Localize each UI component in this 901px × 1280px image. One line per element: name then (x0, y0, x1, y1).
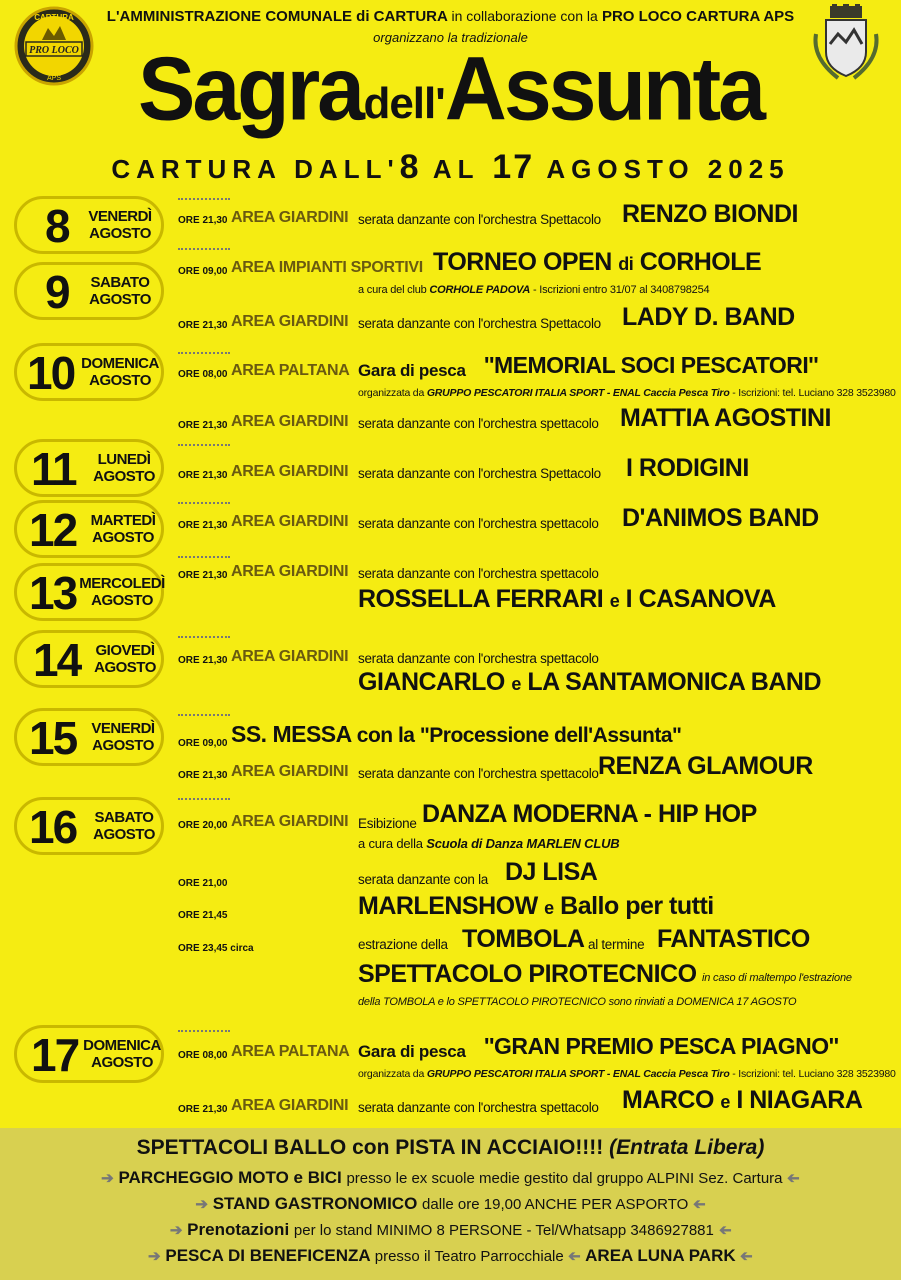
event-performer: GIANCARLO e LA SANTAMONICA BAND (358, 668, 822, 696)
day-badge-8: 8 VENERDÌ AGOSTO (14, 196, 164, 254)
event-desc: serata danzante con l'orchestra spettacolo (358, 651, 599, 666)
event-time: ORE 08,00 (178, 369, 228, 380)
svg-text:PRO LOCO: PRO LOCO (29, 45, 79, 56)
event-time: ORE 21,30 (178, 320, 228, 331)
event-performer: RENZA GLAMOUR (598, 752, 813, 780)
event-time: ORE 21,30 (178, 1104, 228, 1115)
event-desc: serata danzante con l'orchestra spettacolo (358, 766, 599, 781)
event-time: ORE 21,00 (178, 878, 228, 889)
event-performer: D'ANIMOS BAND (622, 504, 819, 532)
arrow-right-icon: ➔ (148, 1248, 161, 1265)
arrow-left-icon: ➔ (740, 1248, 753, 1265)
event-note: a cura della Scuola di Danza MARLEN CLUB (358, 836, 620, 851)
event-note: in caso di maltempo l'estrazione (702, 972, 852, 984)
arrow-left-icon: ➔ (693, 1196, 706, 1213)
footer-line: ➔ PARCHEGGIO MOTO e BICI presso le ex scuole medie gestito dal gruppo ALPINI Sez. Cartura ➔ (101, 1168, 800, 1187)
event-time: ORE 21,30 (178, 420, 228, 431)
event-area: AREA PALTANA (231, 1043, 350, 1060)
event-desc: serata danzante con l'orchestra spettacolo (358, 516, 599, 531)
event-performer: ''GRAN PREMIO PESCA PIAGNO'' (484, 1033, 839, 1059)
event-desc: Gara di pesca (358, 361, 466, 380)
event-desc: estrazione della (358, 937, 448, 952)
date-range: CARTURA DALL'8 AL 17 AGOSTO 2025 (111, 148, 790, 186)
event-area: AREA IMPIANTI SPORTIVI (231, 259, 423, 276)
event-performer: MARLENSHOW e Ballo per tutti (358, 892, 714, 920)
event-performer: SPETTACOLO PIROTECNICO (358, 960, 697, 988)
event-performer: I RODIGINI (626, 454, 749, 482)
event-area: AREA GIARDINI (231, 463, 349, 480)
event-performer: DANZA MODERNA - HIP HOP (422, 800, 757, 828)
footer-info (0, 1128, 901, 1280)
event-area: AREA GIARDINI (231, 413, 349, 430)
day-badge-14: 14 GIOVEDÌ AGOSTO (14, 630, 164, 688)
day-badge-15: 15 VENERDÌ AGOSTO (14, 708, 164, 766)
event-area: AREA GIARDINI (231, 563, 349, 580)
event-performer: TOMBOLA (462, 925, 585, 953)
organizer-line: L'AMMINISTRAZIONE COMUNALE di CARTURA in collaborazione con la PRO LOCO CARTURA APS (106, 8, 795, 25)
arrow-right-icon: ➔ (101, 1170, 114, 1187)
event-area: AREA GIARDINI (231, 763, 349, 780)
separator (178, 352, 230, 354)
event-time: ORE 09,00 (178, 266, 228, 277)
separator (178, 1030, 230, 1032)
footer-line: SPETTACOLI BALLO con PISTA IN ACCIAIO!!!! (Entrata Libera) (136, 1136, 765, 1159)
event-time: ORE 21,45 (178, 910, 228, 921)
svg-text:CARTURA: CARTURA (34, 13, 74, 22)
event-desc: Gara di pesca (358, 1042, 466, 1061)
event-performer: MARCO e I NIAGARA (622, 1086, 863, 1114)
separator (178, 714, 230, 716)
footer-line: ➔ PESCA DI BENEFICENZA presso il Teatro Parrocchiale ➔ AREA LUNA PARK ➔ (148, 1246, 753, 1265)
separator (178, 798, 230, 800)
day-badge-11: 11 LUNEDÌ AGOSTO (14, 439, 164, 497)
event-desc: serata danzante con l'orchestra Spettacolo (358, 212, 601, 227)
event-note: organizzata da GRUPPO PESCATORI ITALIA SPORT - ENAL Caccia Pesca Tiro - Iscrizioni: tel. Luciano 328 3523980 (358, 387, 896, 399)
event-time: ORE 21,30 (178, 470, 228, 481)
event-time: ORE 20,00 (178, 820, 228, 831)
arrow-left-icon: ➔ (718, 1222, 732, 1239)
event-performer: LADY D. BAND (622, 303, 795, 331)
separator (178, 556, 230, 558)
event-area: AREA GIARDINI (231, 648, 349, 665)
event-performer: ''MEMORIAL SOCI PESCATORI'' (484, 352, 819, 378)
day-badge-10: 10 DOMENICA AGOSTO (14, 343, 164, 401)
event-performer: SS. MESSA con la "Processione dell'Assunta" (231, 721, 682, 747)
arrow-right-icon: ➔ (169, 1222, 183, 1239)
event-time: ORE 08,00 (178, 1050, 228, 1061)
event-area: AREA GIARDINI (231, 313, 349, 330)
event-desc: serata danzante con l'orchestra Spettacolo (358, 316, 601, 331)
event-performer: RENZO BIONDI (622, 200, 798, 228)
event-area: AREA GIARDINI (231, 813, 349, 830)
footer-line: ➔ Prenotazioni per lo stand MINIMO 8 PERSONE - Tel/Whatsapp 3486927881 ➔ (169, 1220, 732, 1239)
event-time: ORE 21,30 (178, 570, 228, 581)
arrow-left-icon: ➔ (787, 1170, 800, 1187)
event-area: AREA GIARDINI (231, 209, 349, 226)
day-badge-9: 9 SABATO AGOSTO (14, 262, 164, 320)
event-performer: ROSSELLA FERRARI e I CASANOVA (358, 585, 776, 613)
event-time: ORE 09,00 (178, 738, 228, 749)
event-time: ORE 21,30 (178, 215, 228, 226)
separator (178, 248, 230, 250)
page-title: Sagra dell'Assunta (137, 38, 764, 140)
event-desc: serata danzante con l'orchestra spettacolo (358, 416, 599, 431)
arrow-right-icon: ➔ (195, 1196, 208, 1213)
separator (178, 502, 230, 504)
event-note: a cura del club CORHOLE PADOVA - Iscrizioni entro 31/07 al 3408798254 (358, 284, 710, 296)
event-performer: DJ LISA (505, 858, 598, 886)
event-time: ORE 21,30 (178, 520, 228, 531)
organizer-subline: organizzano la tradizionale (373, 30, 528, 45)
separator (178, 444, 230, 446)
separator (178, 636, 230, 638)
day-badge-17: 17 DOMENICA AGOSTO (14, 1025, 164, 1083)
event-area: AREA PALTANA (231, 362, 350, 379)
event-area: AREA GIARDINI (231, 1097, 349, 1114)
event-note: della TOMBOLA e lo SPETTACOLO PIROTECNICO sono rinviati a DOMENICA 17 AGOSTO (358, 996, 797, 1008)
event-desc: serata danzante con l'orchestra spettacolo (358, 566, 599, 581)
event-performer: TORNEO OPEN di CORHOLE (433, 248, 762, 276)
separator (178, 198, 230, 200)
event-area: AREA GIARDINI (231, 513, 349, 530)
day-badge-13: 13 MERCOLEDÌ AGOSTO (14, 563, 164, 621)
event-time: ORE 21,30 (178, 655, 228, 666)
event-note: organizzata da GRUPPO PESCATORI ITALIA SPORT - ENAL Caccia Pesca Tiro - Iscrizioni: tel. Luciano 328 3523980 (358, 1068, 896, 1080)
event-time: ORE 21,30 (178, 770, 228, 781)
footer-line: ➔ STAND GASTRONOMICO dalle ore 19,00 ANCHE PER ASPORTO ➔ (195, 1194, 706, 1213)
event-desc: serata danzante con la (358, 872, 488, 887)
day-badge-12: 12 MARTEDÌ AGOSTO (14, 500, 164, 558)
day-badge-16: 16 SABATO AGOSTO (14, 797, 164, 855)
arrow-left-icon: ➔ (568, 1248, 582, 1265)
event-performer: MATTIA AGOSTINI (620, 404, 831, 432)
svg-text:APS: APS (46, 75, 62, 82)
event-desc: al termine (588, 937, 645, 952)
event-time: ORE 23,45 circa (178, 943, 254, 954)
event-desc: serata danzante con l'orchestra spettacolo (358, 1100, 599, 1115)
event-performer: FANTASTICO (657, 925, 810, 953)
event-desc: Esibizione (358, 816, 417, 831)
event-desc: serata danzante con l'orchestra Spettacolo (358, 466, 601, 481)
